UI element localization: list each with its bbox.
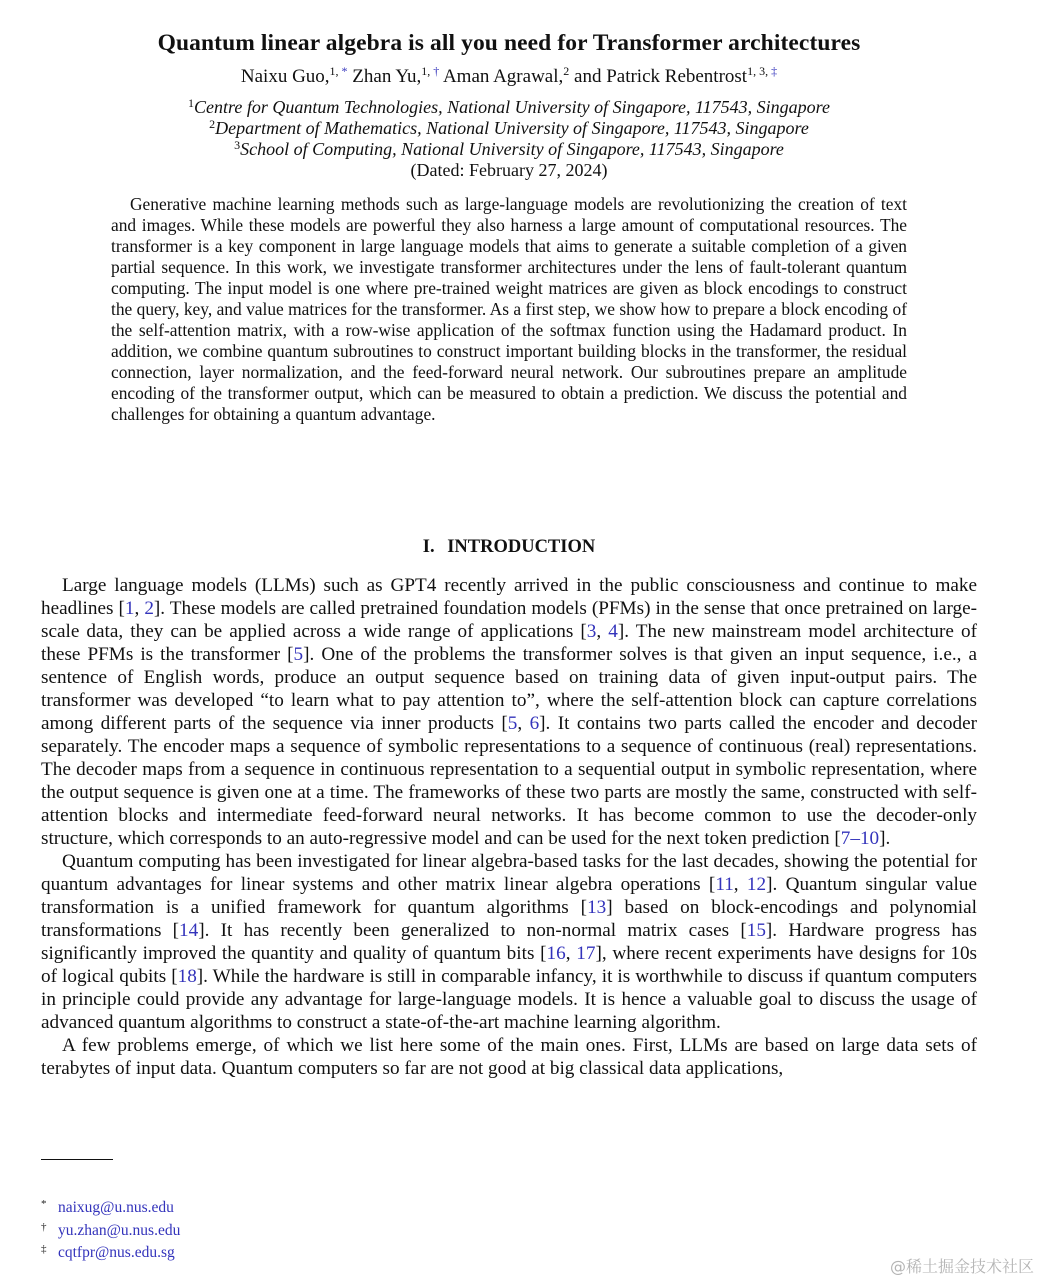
footnote-symbol: * xyxy=(41,1198,47,1210)
citation-link[interactable]: 1 xyxy=(124,598,135,619)
footnote-item xyxy=(41,1240,180,1263)
body-text-run: , xyxy=(517,713,530,734)
author-name: Aman Agrawal, xyxy=(439,66,564,87)
citation-link[interactable]: 12 xyxy=(746,874,767,895)
citation-link[interactable]: 4 xyxy=(608,621,618,642)
body-text-run: , xyxy=(733,874,747,895)
footnote-divider xyxy=(41,1159,113,1160)
section-heading xyxy=(0,537,1018,558)
footnote-item xyxy=(41,1218,180,1241)
body-text-run: ]. xyxy=(879,828,891,849)
body-text-run: ]. It has recently been generalized to non-normal matrix cases [ xyxy=(198,920,747,941)
body-text-run: Large language models (LLMs) such as GPT4 recently arrived in the public consciousness and continue to make headlines [ xyxy=(41,575,977,619)
footnote-symbol: † xyxy=(41,1220,47,1233)
paragraph xyxy=(41,850,977,1034)
affiliation-text: Department of Mathematics, National University of Singapore, 117543, Singapore xyxy=(215,118,809,138)
paragraph xyxy=(41,1034,977,1080)
footnotes xyxy=(41,1195,180,1263)
citation-link[interactable]: 5 xyxy=(507,713,518,734)
author-affil-marker: 2 xyxy=(563,64,570,78)
citation-link[interactable]: 13 xyxy=(587,897,607,918)
affiliation-text: Centre for Quantum Technologies, National University of Singapore, 117543, Singapore xyxy=(194,97,830,117)
body-text-run: ] based on block-encodings and polynomial transformations [ xyxy=(41,897,977,941)
author-affil-marker: 1, xyxy=(421,64,434,78)
body-text-run: , xyxy=(134,598,145,619)
footnote-link[interactable]: * xyxy=(341,64,348,78)
abstract: Generative machine learning methods such as large-language models are revolutionizing the creation of text and images. While these models are powerful they also harness a large amount of computational resources. The transformer is a key component in large language models that aims to generate a suitable completion of a given partial sequence. In this work, we investigate transformer architectures under the lens of fault-tolerant quantum computing. The input model is one where pre-trained weight matrices are given as block encodings to construct the query, key, and value matrices for the transformer. As a first step, we show how to prepare a block encoding of the self-attention matrix, with a row-wise application of the softmax function using the Hadamard product. In addition, we combine quantum subroutines to construct important building blocks in the transformer, the residual connection, layer normalization, and the feed-forward neural network. Our subroutines prepare an amplitude encoding of the transformer output, which can be measured to obtain a prediction. We discuss the potential and challenges for obtaining a quantum advantage. xyxy=(111,194,907,424)
citation-link[interactable]: 11 xyxy=(715,874,734,895)
citation-link[interactable]: 17 xyxy=(576,943,596,964)
dated-line: (Dated: February 27, 2024) xyxy=(410,160,608,180)
body-text-run: ]. While the hardware is still in comparable infancy, it is worthwhile to discuss if quantum computers in principle could provide any advantage for large-language models. It is hence a valuable goal to discuss the usage of advanced quantum algorithms to construct a state-of-the-art machine learning algorithm. xyxy=(41,966,977,1033)
citation-link[interactable]: 18 xyxy=(177,966,197,987)
body-text-run: ]. The new mainstream model architecture of these PFMs is the transformer [ xyxy=(41,621,977,665)
affiliation-line xyxy=(0,139,1018,160)
section-title: INTRODUCTION xyxy=(447,537,596,558)
body-text-run: ]. These models are called pretrained foundation models (PFMs) in the sense that once pretrained on large-scale data, they can be applied across a wide range of applications [ xyxy=(41,598,977,642)
body-text-run: , xyxy=(565,943,577,964)
affiliation-line xyxy=(0,118,1018,139)
body-text-run: ]. Hardware progress has significantly improved the quantity and quality of quantum bits [ xyxy=(41,920,977,964)
citation-link[interactable]: 14 xyxy=(179,920,199,941)
affiliation-number: 1 xyxy=(188,96,195,110)
author-name: and Patrick Rebentrost xyxy=(569,66,748,87)
affiliation-number: 3 xyxy=(234,138,241,152)
citation-link[interactable]: 7–10 xyxy=(840,828,880,849)
email-link[interactable]: cqtfpr@nus.edu.sg xyxy=(58,1244,175,1261)
footnote-link[interactable]: ‡ xyxy=(771,64,778,78)
footnote-link[interactable]: † xyxy=(433,64,440,78)
body-text-run: ]. Quantum singular value transformation is a unified framework for quantum algorithms [ xyxy=(41,874,977,918)
body-text xyxy=(41,574,977,1080)
footnote-item xyxy=(41,1195,180,1218)
author-affil-marker: 1, 3, xyxy=(747,64,772,78)
email-link[interactable]: yu.zhan@u.nus.edu xyxy=(58,1221,181,1239)
section-number: I. xyxy=(422,537,435,558)
author-affil-marker: 1, xyxy=(329,64,342,78)
citation-link[interactable]: 15 xyxy=(746,920,766,941)
citation-link[interactable]: 3 xyxy=(586,621,597,642)
citation-link[interactable]: 6 xyxy=(529,713,540,734)
body-text-run: A few problems emerge, of which we list here some of the main ones. First, LLMs are based on large data sets of terabytes of input data. Quantum computers so far are not good at big classical data applications, xyxy=(41,1035,977,1079)
affiliation-number: 2 xyxy=(209,117,216,131)
body-text-run: Quantum computing has been investigated for linear algebra-based tasks for the last decades, showing the potential for quantum advantages for linear systems and other matrix linear algebra operations [ xyxy=(41,851,977,895)
citation-link[interactable]: 16 xyxy=(546,943,566,964)
affiliation-text: School of Computing, National University of Singapore, 117543, Singapore xyxy=(240,139,784,159)
body-text-run: , xyxy=(596,621,609,642)
email-link[interactable]: naixug@u.nus.edu xyxy=(58,1199,174,1216)
author-list xyxy=(0,66,1018,88)
watermark: @稀土掘金技术社区 xyxy=(890,1257,1035,1276)
footnote-symbol: ‡ xyxy=(41,1243,47,1255)
paper-title: Quantum linear algebra is all you need for Transformer architectures xyxy=(157,29,861,56)
affiliation-line xyxy=(0,97,1018,118)
paragraph xyxy=(41,574,977,850)
citation-link[interactable]: 2 xyxy=(144,598,154,619)
body-text-run: ]. One of the problems the transformer solves is that given an input sequence, i.e., a sentence of English words, produce an output sequence based on training data of given input-output pairs. The transformer was developed “to learn what to pay attention to”, where the self-attention block can capture correlations among different parts of the sequence via inner products [ xyxy=(41,644,977,734)
body-text-run: ], where recent experiments have designs for 10s of logical qubits [ xyxy=(41,943,978,987)
affiliation-block xyxy=(0,97,1018,181)
citation-link[interactable]: 5 xyxy=(293,644,304,665)
author-name: Naixu Guo, xyxy=(240,66,330,87)
author-name: Zhan Yu, xyxy=(347,66,422,87)
body-text-run: ]. It contains two parts called the encoder and decoder separately. The encoder maps a sequence of symbolic representations to a sequence of continuous (real) representations. The decoder maps from a sequence in continuous representation to a sequential output in symbolic representation, where the output sequence is given one at a time. The frameworks of these two parts are mostly the same, constructed with self-attention blocks and intermediate feed-forward neural networks. It has become common to use the decoder-only structure, which corresponds to an auto-regressive model and can be used for the next token prediction [ xyxy=(41,713,977,849)
